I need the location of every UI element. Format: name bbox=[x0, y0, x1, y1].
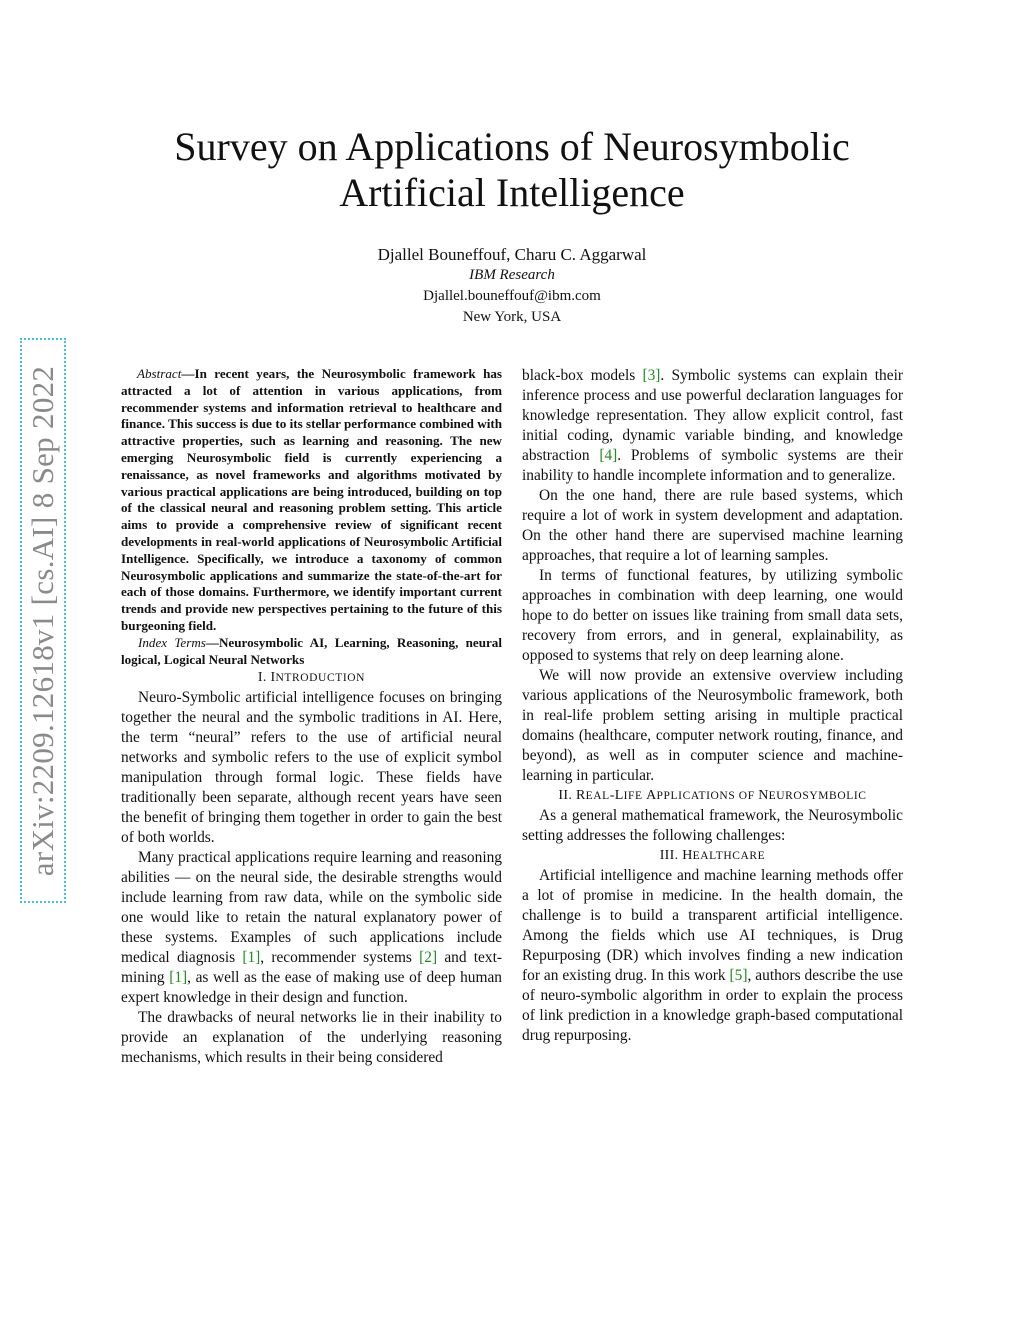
arxiv-identifier-text: arXiv:2209.12618v1 [cs.AI] 8 Sep 2022 bbox=[25, 365, 60, 876]
citation-link[interactable]: [5] bbox=[729, 967, 748, 984]
citation-link[interactable]: [4] bbox=[599, 447, 618, 464]
arxiv-identifier-stamp bbox=[20, 338, 66, 903]
author-affiliation: IBM Research bbox=[469, 267, 555, 283]
author-location: New York, USA bbox=[462, 309, 562, 325]
citation-link[interactable]: [3] bbox=[642, 367, 661, 384]
abstract bbox=[121, 366, 502, 635]
index-terms-text: —Neurosymbolic AI, Learning, Reasoning, neural logical, Logical Neural Networks bbox=[121, 634, 502, 667]
citation-link[interactable]: [1] bbox=[242, 949, 261, 967]
paper-title bbox=[110, 124, 914, 216]
index-terms-label: Index Terms bbox=[138, 634, 206, 650]
intro-paragraph-6: We will now provide an extensive overview including various applications of the Neurosymbolic framework, both in real-life problem setting arising in multiple practical domains (healthcare, computer network routing, finance, and beyond), as well as in computer science and machine-learning in particular. bbox=[522, 667, 903, 784]
intro-paragraph-1: Neuro-Symbolic artificial intelligence focuses on bringing together the neural and the symbolic traditions in AI. Here, the term “neural” refers to the use of artificial neural networks and symbolic refers to the use of explicit symbol manipulation through formal logic. These fields have traditionally been separate, although recent years have seen the benefit of bringing them together in order to gain the best of both worlds. bbox=[121, 689, 502, 847]
title-line-1: Survey on Applications of Neurosymbolic bbox=[174, 124, 850, 169]
author-names: Djallel Bouneffouf, Charu C. Aggarwal bbox=[377, 245, 647, 264]
intro-paragraph-2: Many practical applications require learning and reasoning abilities — on the neural side, the desirable strengths would include learning from raw data, while on the symbolic side one would like to retain the natural explanatory power of these systems. Examples of such applications include medical diagnosis [1], recommender systems [2] and text-mining [1], as well as the ease of making use of deep human expert knowledge in their design and function. bbox=[121, 849, 502, 1007]
section-heading-healthcare: III. HEALTHCARE bbox=[659, 848, 766, 863]
author-block bbox=[110, 244, 914, 328]
intro-paragraph-4: On the one hand, there are rule based systems, which require a lot of work in system development and adaptation. On the other hand there are supervised machine learning approaches, that require a lot of learning samples. bbox=[522, 487, 903, 564]
section-heading-real-life-applications: II. REAL-LIFE APPLICATIONS OF NEUROSYMBOLIC bbox=[558, 788, 867, 803]
abstract-text: —In recent years, the Neurosymbolic framework has attracted a lot of attention in various applications, from recommender systems and information retrieval to healthcare and finance. This success is due to its stellar performance combined with attractive properties, such as learning and reasoning. The new emerging Neurosymbolic field is currently experiencing a renaissance, as novel frameworks and algorithms motivated by various practical applications are being introduced, building on top of the classical neural and reasoning problem setting. This article aims to provide a comprehensive review of significant recent developments in real-world applications of Neurosymbolic Artificial Intelligence. Specifically, we introduce a taxonomy of common Neurosymbolic applications and summarize the state-of-the-art for each of those domains. Furthermore, we identify important current trends and provide new perspectives pertaining to the future of this burgeoning field. bbox=[121, 366, 502, 633]
citation-link[interactable]: [2] bbox=[419, 949, 438, 967]
right-column bbox=[522, 366, 903, 1046]
intro-paragraph-3-continued: black-box models [3]. Symbolic systems can explain their inference process and use powerful declaration languages for knowledge representation. They allow explicit control, fast initial coding, dynamic variable binding, and knowledge abstraction [4]. Problems of symbolic systems are their inability to handle incomplete information and to generalize. bbox=[522, 367, 904, 484]
title-line-2: Artificial Intelligence bbox=[339, 170, 685, 215]
intro-paragraph-3: The drawbacks of neural networks lie in their inability to provide an explanation of the underlying reasoning mechanisms, which results in their being considered bbox=[121, 1009, 502, 1067]
abstract-label: Abstract bbox=[137, 366, 182, 381]
intro-paragraph-5: In terms of functional features, by utilizing symbolic approaches in combination with deep learning, one would hope to do better on issues like training from small data sets, recovery from errors, and in general, explainability, as opposed to systems that rely on deep learning alone. bbox=[522, 567, 903, 664]
index-terms bbox=[121, 635, 502, 669]
author-email: Djallel.bouneffouf@ibm.com bbox=[423, 288, 601, 304]
applications-paragraph-1: As a general mathematical framework, the Neurosymbolic setting addresses the following challenges: bbox=[522, 807, 903, 844]
section-heading-introduction: I. INTRODUCTION bbox=[257, 670, 366, 686]
left-column bbox=[121, 366, 502, 1068]
healthcare-paragraph-1: Artificial intelligence and machine learning methods offer a lot of promise in medicine. In the health domain, the challenge is to build a transparent artificial intelligence. Among the fields which use AI techniques, is Drug Repurposing (DR) which involves finding a new indication for an existing drug. In this work [5], authors describe the use of neuro-symbolic algorithm in order to explain the process of link prediction in a knowledge graph-based computational drug repurposing. bbox=[522, 867, 904, 1044]
citation-link[interactable]: [1] bbox=[169, 969, 188, 987]
